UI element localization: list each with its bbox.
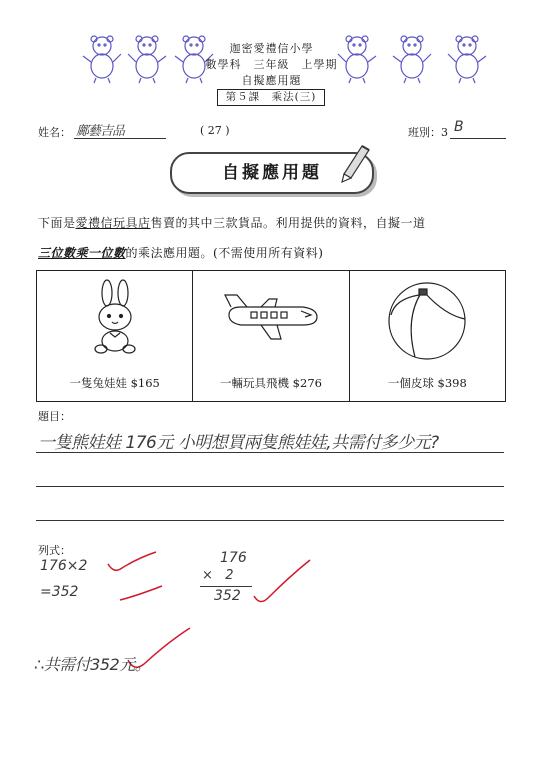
- toy-plane-icon: [221, 291, 321, 343]
- product-table: [36, 270, 506, 402]
- teacher-tick-icon: [250, 556, 314, 608]
- vertical-mult: × 2: [202, 568, 234, 583]
- vertical-result: 352: [214, 588, 241, 604]
- lesson-label: 第５課 乘法(三): [217, 89, 325, 106]
- instr-tail: 的乘法應用題。(不需使用所有資料): [125, 246, 324, 260]
- vertical-divider: [200, 586, 252, 587]
- worksheet-title: 自擬應用題: [241, 74, 302, 87]
- subject-line: 數學科 三年級 上學期: [205, 58, 338, 71]
- working-line1: 176×2: [40, 558, 88, 574]
- pencil-icon: [336, 140, 372, 184]
- instructions-line2: [38, 244, 323, 261]
- product-cell-rabbit: [37, 271, 193, 401]
- answer-line-3[interactable]: [36, 520, 504, 521]
- beach-ball-icon: [385, 279, 469, 363]
- school-name: 迦密愛禮信小學: [229, 42, 314, 55]
- product-caption: 一輛玩具飛機 $276: [220, 376, 322, 390]
- product-caption: 一隻兔娃娃 $165: [69, 376, 160, 390]
- store-name: 愛禮信玩具店: [75, 216, 151, 230]
- conclusion-answer: ∴共需付352元。: [34, 655, 151, 674]
- instr-emphasis: 三位數乘一位數: [38, 246, 126, 260]
- product-caption: 一個皮球 $398: [387, 376, 467, 390]
- rabbit-doll-icon: [85, 279, 145, 359]
- instructions-line1: [38, 214, 426, 231]
- working-line2: =352: [40, 584, 79, 600]
- name-label: 姓名：: [38, 126, 71, 139]
- banner-title: 自擬應用題: [170, 152, 374, 194]
- teacher-tick-icon: [116, 582, 166, 606]
- teacher-tick-icon: [104, 548, 160, 578]
- vertical-top: 176: [220, 550, 247, 566]
- product-cell-plane: [193, 271, 349, 401]
- class-field[interactable]: [450, 120, 506, 139]
- name-value: 鄺藝吉品: [76, 124, 125, 139]
- class-value: B: [454, 119, 464, 135]
- answer-line-2[interactable]: [36, 486, 504, 487]
- name-field[interactable]: [74, 120, 166, 139]
- class-label: 班別：3: [408, 126, 448, 139]
- instr-post: 售賣的其中三款貨品。利用提供的資料，自擬一道: [150, 216, 426, 230]
- instr-pre: 下面是: [38, 216, 76, 230]
- question-answer: 一隻熊娃娃 176元 小明想買兩隻熊娃娃,共需付多少元?: [38, 433, 439, 453]
- working-label: 列式：: [38, 544, 71, 557]
- student-number: ( 27 ): [200, 124, 230, 137]
- question-label: 題目：: [38, 410, 71, 423]
- product-cell-ball: [350, 271, 505, 401]
